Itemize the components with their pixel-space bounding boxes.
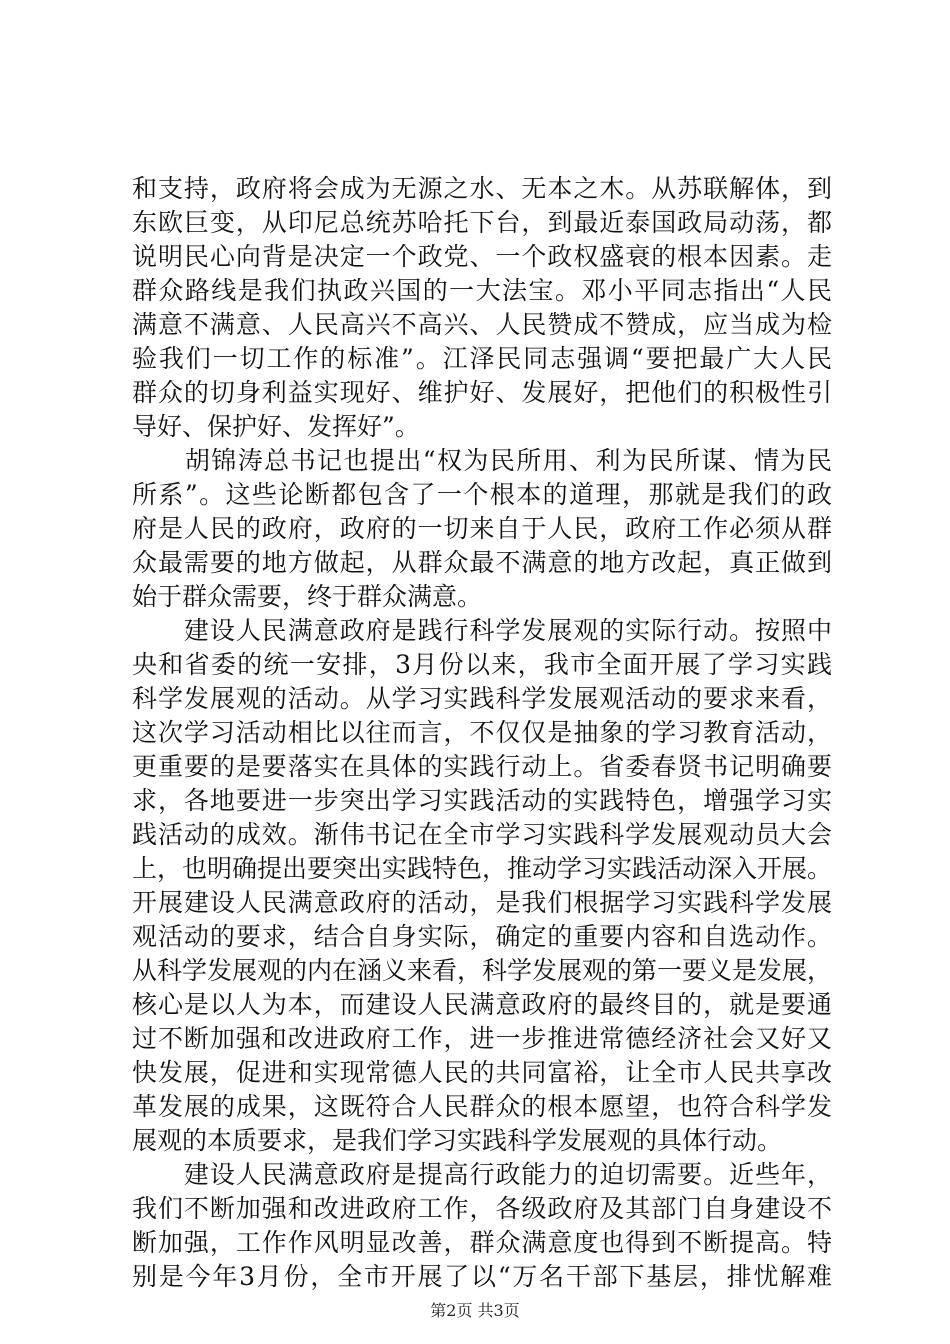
body-text — [132, 172, 832, 1294]
text-line: 我们不断加强和改进政府工作，各级政府及其部门自身建设不 — [132, 1194, 832, 1223]
text-line: 所系”。这些论断都包含了一个根本的道理，那就是我们的政 — [132, 480, 832, 509]
text-line: 更重要的是要落实在具体的实践行动上。省委春贤书记明确要 — [132, 752, 832, 781]
text-line: 众最需要的地方做起，从群众最不满意的地方改起，真正做到 — [132, 548, 832, 577]
text-line: 央和省委的统一安排，3月份以来，我市全面开展了学习实践 — [132, 650, 832, 679]
text-line: 过不断加强和改进政府工作，进一步推进常德经济社会又好又 — [132, 1024, 832, 1053]
text-line: 求，各地要进一步突出学习实践活动的实践特色，增强学习实 — [132, 786, 832, 815]
text-line: 观活动的要求，结合自身实际，确定的重要内容和自选动作。 — [132, 922, 832, 951]
text-line: 快发展，促进和实现常德人民的共同富裕，让全市人民共享改 — [132, 1058, 832, 1087]
text-line: 展观的本质要求，是我们学习实践科学发展观的具体行动。 — [132, 1126, 783, 1155]
text-line: 导好、保护好、发挥好”。 — [132, 412, 420, 441]
page-number-footer: 第2页 共3页 — [430, 1301, 520, 1320]
text-line: 这次学习活动相比以往而言，不仅仅是抽象的学习教育活动， — [132, 718, 832, 747]
text-line: 开展建设人民满意政府的活动，是我们根据学习实践科学发展 — [132, 888, 832, 917]
text-line: 和支持，政府将会成为无源之水、无本之木。从苏联解体，到 — [132, 174, 832, 203]
text-line: 群众的切身利益实现好、维护好、发展好，把他们的积极性引 — [132, 378, 832, 407]
text-line: 胡锦涛总书记也提出“权为民所用、利为民所谋、情为民 — [132, 446, 832, 475]
text-line: 核心是以人为本，而建设人民满意政府的最终目的，就是要通 — [132, 990, 832, 1019]
text-line: 别是今年3月份，全市开展了以“万名干部下基层，排忧解难 — [132, 1262, 832, 1291]
text-line: 践活动的成效。渐伟书记在全市学习实践科学发展观动员大会 — [132, 820, 832, 849]
text-line: 验我们一切工作的标准”。江泽民同志强调“要把最广大人民 — [132, 344, 832, 373]
text-line: 革发展的成果，这既符合人民群众的根本愿望，也符合科学发 — [132, 1092, 832, 1121]
text-line: 上，也明确提出要突出实践特色，推动学习实践活动深入开展。 — [132, 854, 833, 883]
text-line: 说明民心向背是决定一个政党、一个政权盛衰的根本因素。走 — [132, 242, 832, 271]
text-line: 群众路线是我们执政兴国的一大法宝。邓小平同志指出“人民 — [132, 276, 832, 305]
text-line: 满意不满意、人民高兴不高兴、人民赞成不赞成，应当成为检 — [132, 310, 832, 339]
text-line: 府是人民的政府，政府的一切来自于人民，政府工作必须从群 — [132, 514, 832, 543]
text-line: 建设人民满意政府是践行科学发展观的实际行动。按照中 — [132, 616, 832, 645]
text-line: 建设人民满意政府是提高行政能力的迫切需要。近些年， — [132, 1160, 832, 1189]
text-line: 从科学发展观的内在涵义来看，科学发展观的第一要义是发展， — [132, 956, 833, 985]
text-line: 科学发展观的活动。从学习实践科学发展观活动的要求来看， — [132, 684, 832, 713]
text-line: 东欧巨变，从印尼总统苏哈托下台，到最近泰国政局动荡，都 — [132, 208, 832, 237]
text-line: 始于群众需要，终于群众满意。 — [132, 582, 483, 611]
text-line: 断加强，工作作风明显改善，群众满意度也得到不断提高。特 — [132, 1228, 832, 1257]
